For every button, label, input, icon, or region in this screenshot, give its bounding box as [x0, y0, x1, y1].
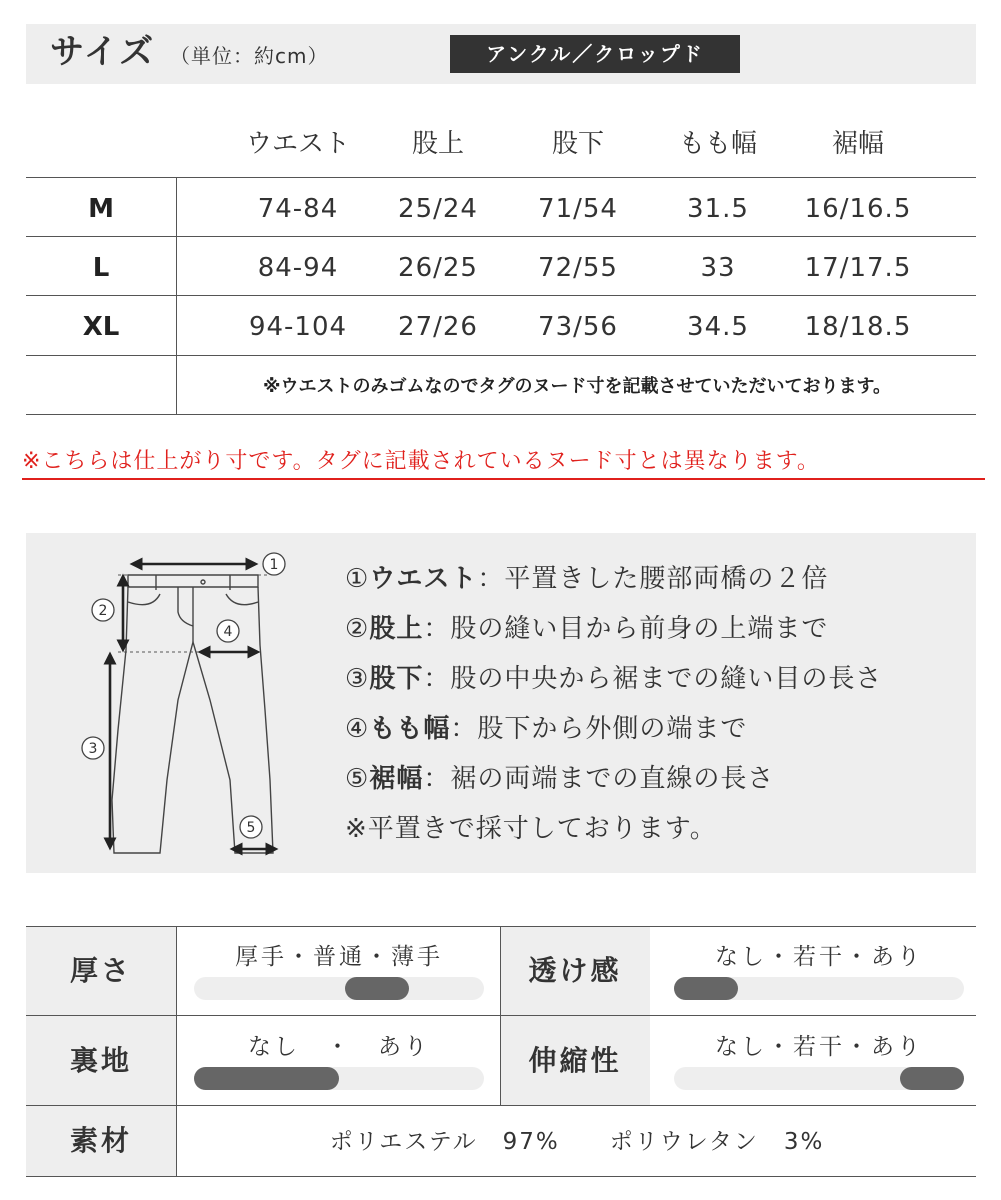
- page-title: サイズ: [50, 32, 156, 72]
- unit-label: （単位：約cm）: [170, 44, 329, 68]
- lining-indicator: [194, 1067, 339, 1090]
- fit-tag: アンクル／クロップド: [450, 35, 740, 73]
- table-divider: [26, 1015, 976, 1016]
- table-note: ※ウエストのみゴムなのでタグのヌード寸を記載させていただいております。: [262, 376, 892, 397]
- table-divider: [26, 1105, 976, 1106]
- row-label-m: M: [88, 194, 114, 224]
- pants-diagram: [60, 540, 300, 865]
- guide-item-rise: ②股上：股の縫い目から前身の上端まで: [345, 614, 829, 644]
- table-cell: 84-94: [257, 253, 339, 283]
- marker-3-icon: [82, 737, 104, 759]
- table-divider: [26, 1176, 976, 1177]
- material-label: 素材: [69, 1124, 132, 1157]
- table-divider: [26, 414, 976, 415]
- table-divider: [26, 236, 976, 237]
- thickness-options: 厚手・普通・薄手: [235, 944, 443, 970]
- material-composition: ポリエステル 97% ポリウレタン 3%: [329, 1129, 825, 1155]
- sheerness-track: [674, 977, 964, 1000]
- table-divider: [26, 177, 976, 178]
- thickness-label: 厚さ: [69, 954, 132, 987]
- guide-item-thigh: ④もも幅：股下から外側の端まで: [345, 714, 748, 744]
- svg-text:3: 3: [88, 741, 98, 757]
- pants-outline: [112, 575, 273, 853]
- table-divider: [26, 355, 976, 356]
- marker-2-icon: [92, 599, 114, 621]
- stretch-indicator: [900, 1067, 964, 1090]
- guide-item-hem: ⑤裾幅：裾の両端までの直線の長さ: [345, 764, 775, 794]
- column-header-waist: ウエスト: [245, 129, 350, 159]
- svg-text:1: 1: [269, 557, 279, 573]
- table-cell: 74-84: [257, 194, 339, 224]
- warning-note: ※こちらは仕上がり寸です。タグに記載されているヌード寸とは異なります。: [22, 449, 820, 474]
- table-cell: 18/18.5: [804, 312, 912, 342]
- table-cell: 27/26: [398, 312, 478, 342]
- sheerness-label: 透け感: [528, 954, 622, 987]
- svg-text:5: 5: [246, 820, 256, 836]
- lining-options: なし ・ あり: [248, 1034, 430, 1060]
- column-header-hem: 裾幅: [831, 129, 884, 159]
- table-divider: [26, 295, 976, 296]
- column-header-rise: 股上: [411, 129, 464, 159]
- lining-track: [194, 1067, 484, 1090]
- table-divider: [26, 926, 976, 927]
- marker-4-icon: [217, 620, 239, 642]
- table-cell: 33: [700, 253, 736, 283]
- sheerness-indicator: [674, 977, 738, 1000]
- stretch-track: [674, 1067, 964, 1090]
- guide-item-waist: ①ウエスト：平置きした腰部両橋の２倍: [345, 564, 829, 594]
- table-cell: 71/54: [538, 194, 618, 224]
- table-cell: 17/17.5: [804, 253, 912, 283]
- table-cell: 94-104: [248, 312, 348, 342]
- table-divider: [176, 177, 177, 415]
- guide-item-inseam: ③股下：股の中央から裾までの縫い目の長さ: [345, 664, 883, 694]
- table-cell: 72/55: [538, 253, 618, 283]
- table-cell: 26/25: [398, 253, 478, 283]
- column-header-thigh: もも幅: [678, 129, 757, 159]
- stretch-options: なし・若干・あり: [715, 1034, 923, 1060]
- sheerness-options: なし・若干・あり: [715, 944, 923, 970]
- marker-5-icon: [240, 816, 262, 838]
- thickness-indicator: [345, 977, 409, 1000]
- row-label-xl: XL: [82, 312, 120, 342]
- table-cell: 34.5: [687, 312, 749, 342]
- table-cell: 25/24: [398, 194, 478, 224]
- svg-text:4: 4: [223, 624, 233, 640]
- table-cell: 16/16.5: [804, 194, 912, 224]
- stretch-label: 伸縮性: [528, 1044, 622, 1077]
- marker-1-icon: [263, 553, 285, 575]
- column-header-inseam: 股下: [551, 129, 604, 159]
- table-cell: 73/56: [538, 312, 618, 342]
- lining-label: 裏地: [69, 1044, 132, 1077]
- table-divider: [176, 926, 177, 1176]
- thickness-track: [194, 977, 484, 1000]
- row-label-l: L: [92, 253, 110, 283]
- svg-text:2: 2: [98, 603, 108, 619]
- warning-underline: [22, 478, 985, 480]
- guide-footer-note: ※平置きで採寸しております。: [345, 814, 717, 844]
- table-cell: 31.5: [687, 194, 749, 224]
